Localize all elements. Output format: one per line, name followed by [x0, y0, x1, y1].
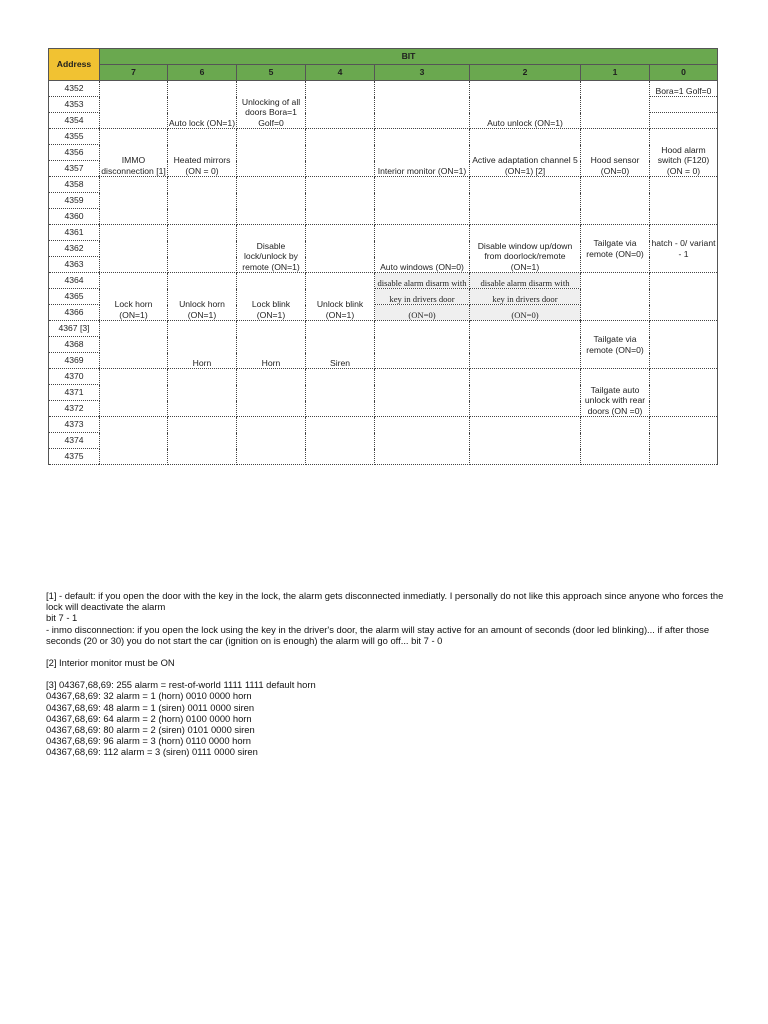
alarm-code-line: 04367,68,69: 80 alarm = 2 (siren) 0101 0000 siren: [46, 724, 255, 736]
cell-disable-alarm-disarm: disable alarm disarm with: [375, 273, 470, 289]
cell-key-in-drivers-door: key in drivers door: [470, 289, 581, 305]
cell: [100, 81, 168, 129]
cell: [375, 369, 470, 417]
cell: [581, 273, 650, 321]
address-cell: 4369: [49, 353, 100, 369]
cell: [581, 417, 650, 465]
cell: [375, 177, 470, 225]
address-cell: 4355: [49, 129, 100, 145]
footnotes: [46, 590, 726, 758]
cell: [100, 225, 168, 273]
address-cell: 4371: [49, 385, 100, 401]
cell: [168, 369, 237, 417]
cell-on-0: (ON=0): [375, 305, 470, 321]
cell: [581, 81, 650, 129]
footnote-bit-7-1: bit 7 - 1: [46, 612, 78, 624]
cell: [650, 177, 718, 225]
cell: [168, 417, 237, 465]
address-cell: 4356: [49, 145, 100, 161]
cell-heated-mirrors: Heated mirrors (ON = 0): [168, 129, 237, 177]
cell: [237, 129, 306, 177]
address-cell: 4372: [49, 401, 100, 417]
address-cell: 4370: [49, 369, 100, 385]
cell-horn: Horn: [237, 321, 306, 369]
address-cell: 4361: [49, 225, 100, 241]
alarm-code-line: 04367,68,69: 32 alarm = 1 (horn) 0010 0000 horn: [46, 690, 252, 702]
cell-interior-monitor: Interior monitor (ON=1): [375, 129, 470, 177]
address-cell: 4364: [49, 273, 100, 289]
cell: [100, 369, 168, 417]
alarm-code-line: 04367,68,69: 112 alarm = 3 (siren) 0111 0000 siren: [46, 746, 258, 758]
cell: [650, 273, 718, 321]
cell: [168, 177, 237, 225]
cell: [306, 369, 375, 417]
footnote-2: [2] Interior monitor must be ON: [46, 657, 175, 669]
cell-bora-golf: Bora=1 Golf=0: [650, 81, 718, 97]
alarm-code-line: 04367,68,69: 64 alarm = 2 (horn) 0100 0000 horn: [46, 712, 252, 724]
cell-auto-windows: Auto windows (ON=0): [375, 225, 470, 273]
cell: [100, 177, 168, 225]
cell-immo-disconnection: IMMO disconnection [1]: [100, 129, 168, 177]
cell-disable-alarm-disarm: disable alarm disarm with: [470, 273, 581, 289]
cell-hood-sensor: Hood sensor (ON=0): [581, 129, 650, 177]
cell: [470, 369, 581, 417]
bit-1-header: 1: [581, 65, 650, 81]
address-cell: 4357: [49, 161, 100, 177]
address-cell: 4365: [49, 289, 100, 305]
alarm-code-line: 04367,68,69: 48 alarm = 1 (siren) 0011 0000 siren: [46, 701, 255, 713]
address-cell: 4359: [49, 193, 100, 209]
cell: [470, 321, 581, 369]
cell-disable-lock-unlock: Disable lock/unlock by remote (ON=1): [237, 225, 306, 273]
cell-unlock-blink: Unlock blink (ON=1): [306, 273, 375, 321]
cell-active-adaptation: Active adaptation channel 5 (ON=1) [2]: [470, 129, 581, 177]
bit-3-header: 3: [375, 65, 470, 81]
cell-unlocking-all-doors: Unlocking of all doors Bora=1 Golf=0: [237, 81, 306, 129]
address-cell: 4373: [49, 417, 100, 433]
cell: [650, 113, 718, 129]
cell: [650, 417, 718, 465]
cell-siren: Siren: [306, 321, 375, 369]
cell-key-in-drivers-door: key in drivers door: [375, 289, 470, 305]
cell: [650, 97, 718, 113]
bit-5-header: 5: [237, 65, 306, 81]
cell: [581, 177, 650, 225]
cell-disable-window: Disable window up/down from doorlock/remote (ON=1): [470, 225, 581, 273]
address-cell: 4358: [49, 177, 100, 193]
address-cell: 4360: [49, 209, 100, 225]
footnote-inmo-disconnection: - inmo disconnection: if you open the lock using the key in the driver's door, the alarm will stay active for an amount of seconds (door led blinking)... if after those seconds (20 or 30) you do not start the car (ignition on is enough) the alarm will go off... bit 7 - 0: [46, 623, 710, 646]
bit-6-header: 6: [168, 65, 237, 81]
address-cell: 4353: [49, 97, 100, 113]
cell-tailgate-auto-unlock: Tailgate auto unlock with rear doors (ON =0): [581, 369, 650, 417]
cell-auto-lock: Auto lock (ON=1): [168, 81, 237, 129]
cell-unlock-horn: Unlock horn (ON=1): [168, 273, 237, 321]
address-header: Address: [49, 49, 100, 81]
cell: [306, 81, 375, 129]
footnote-1: [1] - default: if you open the door with the key in the lock, the alarm gets disconnected inmediatly. I personally do not like this approach since anyone who forces the lock will deactivate the alarm: [46, 590, 724, 613]
cell: [306, 129, 375, 177]
address-cell: 4362: [49, 241, 100, 257]
cell: [306, 417, 375, 465]
bit-7-header: 7: [100, 65, 168, 81]
bit-header: BIT: [100, 49, 718, 65]
cell: [650, 321, 718, 369]
bit-4-header: 4: [306, 65, 375, 81]
cell: [100, 417, 168, 465]
footnote-3: [3] 04367,68,69: 255 alarm = rest-of-world 1111 1111 default horn: [46, 679, 316, 691]
cell: [470, 177, 581, 225]
address-cell: 4374: [49, 433, 100, 449]
cell: [375, 321, 470, 369]
address-cell: 4354: [49, 113, 100, 129]
cell-auto-unlock: Auto unlock (ON=1): [470, 81, 581, 129]
cell-horn: Horn: [168, 321, 237, 369]
cell: [470, 417, 581, 465]
cell-lock-blink: Lock blink (ON=1): [237, 273, 306, 321]
cell: [237, 369, 306, 417]
cell-lock-horn: Lock horn (ON=1): [100, 273, 168, 321]
cell: [306, 177, 375, 225]
register-table: [48, 48, 718, 465]
address-cell: 4352: [49, 81, 100, 97]
bit-2-header: 2: [470, 65, 581, 81]
address-cell: 4366: [49, 305, 100, 321]
cell: [650, 369, 718, 417]
address-cell: 4368: [49, 337, 100, 353]
cell-tailgate-via-remote: Tailgate via remote (ON=0): [581, 225, 650, 273]
alarm-code-line: 04367,68,69: 96 alarm = 3 (horn) 0110 0000 horn: [46, 735, 251, 747]
cell-hood-alarm-switch: Hood alarm switch (F120) (ON = 0): [650, 129, 718, 177]
cell: [237, 417, 306, 465]
address-cell: 4367 [3]: [49, 321, 100, 337]
cell-on-0: (ON=0): [470, 305, 581, 321]
cell-tailgate-via-remote: Tailgate via remote (ON=0): [581, 321, 650, 369]
address-cell: 4363: [49, 257, 100, 273]
cell: [168, 225, 237, 273]
cell: [375, 81, 470, 129]
cell: [237, 177, 306, 225]
cell-hatch-variant: hatch - 0/ variant - 1: [650, 225, 718, 273]
address-cell: 4375: [49, 449, 100, 465]
cell: [100, 321, 168, 369]
bit-0-header: 0: [650, 65, 718, 81]
cell: [306, 225, 375, 273]
cell: [375, 417, 470, 465]
